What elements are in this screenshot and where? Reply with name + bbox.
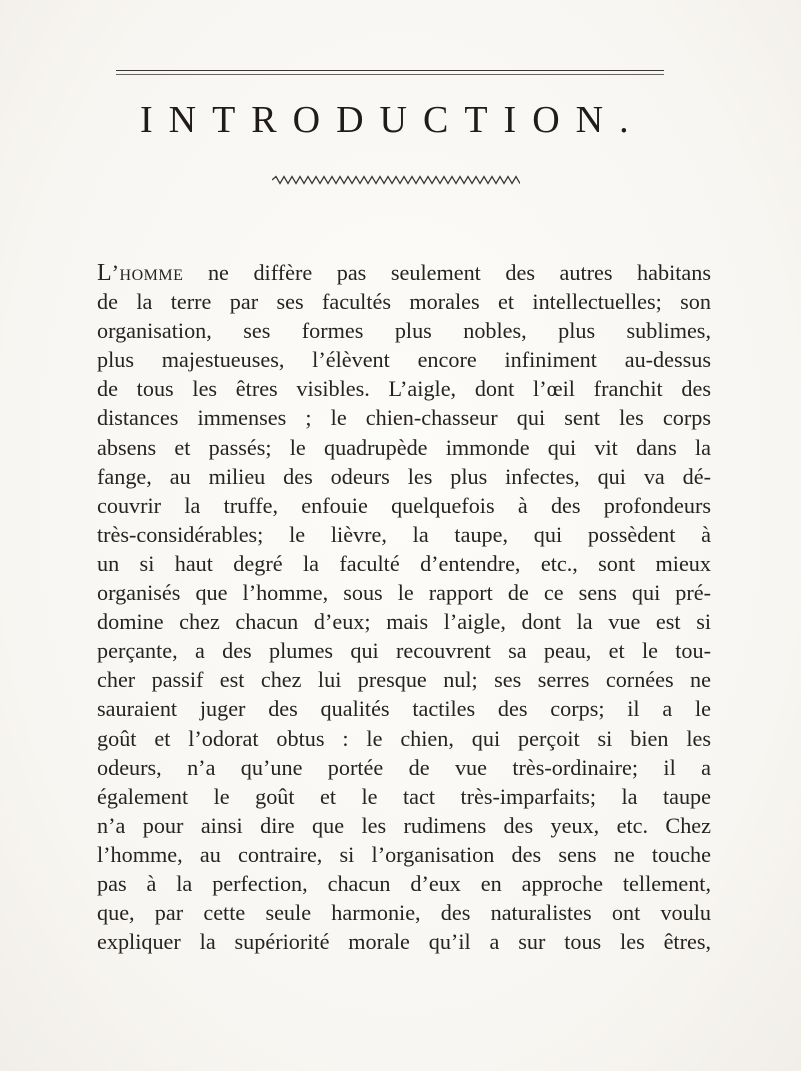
text-line: expliquer la supériorité morale qu’il a sur tous les êtres, bbox=[97, 929, 711, 955]
text-line: de tous les êtres visibles. L’aigle, dont l’œil franchit des bbox=[97, 376, 711, 402]
header-rule-thin bbox=[116, 74, 664, 75]
text-line: organisés que l’homme, sous le rapport de ce sens qui pré- bbox=[97, 580, 711, 606]
text-line: perçante, a des plumes qui recouvrent sa peau, et le tou- bbox=[97, 638, 711, 664]
text-line: fange, au milieu des odeurs les plus infectes, qui va dé- bbox=[97, 463, 711, 489]
body-paragraph bbox=[97, 258, 711, 956]
text-line: cher passif est chez lui presque nul; ses serres cornées ne bbox=[97, 667, 711, 693]
text-line: distances immenses ; le chien-chasseur qui sent les corps bbox=[97, 405, 711, 431]
text-line: de la terre par ses facultés morales et intellectuelles; son bbox=[97, 289, 711, 315]
text-line: également le goût et le tact très-imparfaits; la taupe bbox=[97, 783, 711, 809]
drop-letter: L bbox=[97, 260, 112, 286]
ornamental-divider bbox=[272, 175, 520, 185]
text-line: domine chez chacun d’eux; mais l’aigle, dont la vue est si bbox=[97, 609, 711, 635]
first-word: ’homme bbox=[111, 260, 184, 285]
text-line: absens et passés; le quadrupède immonde qui vit dans la bbox=[97, 434, 711, 460]
text-line bbox=[97, 258, 711, 287]
text-line: goût et l’odorat obtus : le chien, qui perçoit si bien les bbox=[97, 725, 711, 751]
text-line: sauraient juger des qualités tactiles des corps; il a le bbox=[97, 696, 711, 722]
text-line: n’a pour ainsi dire que les rudimens des yeux, etc. Chez bbox=[97, 812, 711, 838]
text-line: odeurs, n’a qu’une portée de vue très-ordinaire; il a bbox=[97, 754, 711, 780]
text-line: pas à la perfection, chacun d’eux en approche tellement, bbox=[97, 870, 711, 896]
text-line: très-considérables; le lièvre, la taupe, qui possèdent à bbox=[97, 521, 711, 547]
text-line: un si haut degré la faculté d’entendre, etc., sont mieux bbox=[97, 550, 711, 576]
text-line: plus majestueuses, l’élèvent encore infiniment au-dessus bbox=[97, 347, 711, 373]
chapter-heading: INTRODUCTION. bbox=[140, 99, 645, 141]
text-line: organisation, ses formes plus nobles, plus sublimes, bbox=[97, 318, 711, 344]
text-line: couvrir la truffe, enfouie quelquefois à des profondeurs bbox=[97, 492, 711, 518]
header-rule bbox=[116, 70, 664, 71]
text-line: l’homme, au contraire, si l’organisation des sens ne touche bbox=[97, 841, 711, 867]
text-line: que, par cette seule harmonie, des naturalistes ont voulu bbox=[97, 900, 711, 926]
text-line-content: ne diffère pas seulement des autres habitans bbox=[183, 260, 711, 285]
